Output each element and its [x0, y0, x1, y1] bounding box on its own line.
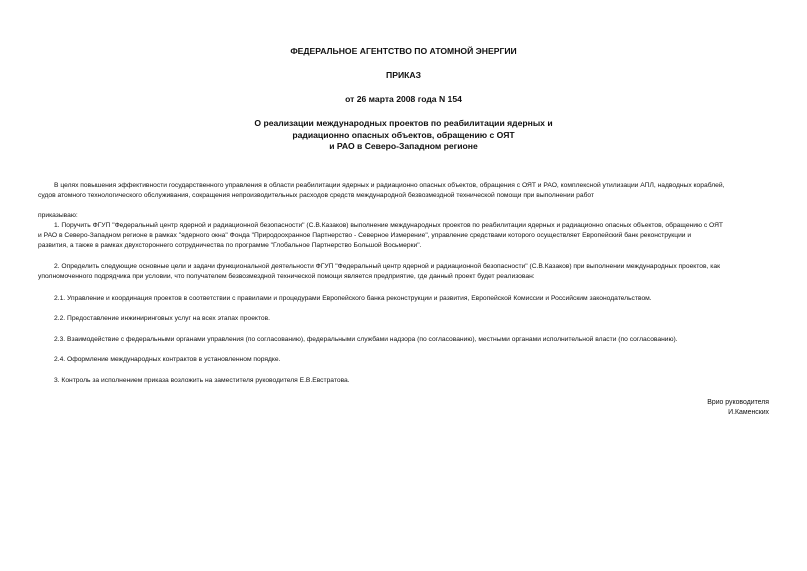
preamble-paragraph — [38, 181, 771, 201]
document-title-line: радиационно опасных объектов, обращению с ОЯТ — [292, 129, 515, 140]
text-line: 2.3. Взаимодействие с федеральными органами управления (по согласованию), федеральными службами надзора (по согласованию), местными органами исполнительной власти (по согласованию). — [54, 336, 678, 343]
text-line: 2.1. Управление и координация проектов в соответствии с правилами и процедурами Европейского банка реконструкции и развития, Европейской Комиссии и Российским законодательством. — [54, 295, 652, 302]
signature-block — [707, 398, 769, 418]
signatory-position: Врио руководителя — [707, 399, 769, 406]
item-3 — [38, 376, 771, 386]
document-type: ПРИКАЗ — [386, 70, 421, 80]
text-line: В целях повышения эффективности государственного управления в области реабилитации ядерных и радиационно опасных объектов, обращения с ОЯТ и РАО, комплексной утилизации АПЛ, надводных кораблей, — [54, 182, 725, 189]
text-line: и РАО в Северо-Западном регионе в рамках "ядерного окна" Фонда "Природоохранное Партнерство - Северное Измерение", управление средствами которого осуществляет Европейский банк реконструкции и — [38, 232, 692, 240]
agency-name: ФЕДЕРАЛЬНОЕ АГЕНТСТВО ПО АТОМНОЙ ЭНЕРГИИ — [290, 46, 517, 56]
document-title — [0, 118, 807, 153]
text-line: 3. Контроль за исполнением приказа возложить на заместителя руководителя Е.В.Евстратова. — [54, 377, 350, 384]
item-2-2 — [38, 314, 771, 324]
text-line: 1. Поручить ФГУП "Федеральный центр ядерной и радиационной безопасности" (С.В.Казаков) выполнение международных проектов по реабилитации ядерных и радиационно опасных объектов, обращению с ОЯТ — [54, 222, 724, 229]
item-2-4 — [38, 355, 771, 365]
item-2-1 — [38, 294, 771, 304]
text-line: уполномоченного подрядчика при условии, что получателем безвозмездной технической помощи является предприятие, где данный проект будет реализован: — [38, 273, 535, 281]
document-title-line: и РАО в Северо-Западном регионе — [329, 141, 478, 151]
item-2-paragraph — [38, 262, 771, 282]
signatory-name: И.Каменских — [728, 409, 769, 416]
text-line: развития, а также в рамках двухстороннего сотрудничества по программе "Глобальное Партнерство Большой Восьмерки". — [38, 242, 422, 250]
text-line: 2. Определить следующие основные цели и задачи функциональной деятельности ФГУП "Федеральный центр ядерной и радиационной безопасности" (С.В.Казаков) при выполнении международных проектов, как — [54, 263, 721, 270]
text-line: 2.2. Предоставление инжиниринговых услуг на всех этапах проектов. — [54, 315, 271, 322]
text-line: 2.4. Оформление международных контрактов в установленном порядке. — [54, 356, 281, 363]
document-date-number: от 26 марта 2008 года N 154 — [345, 94, 462, 104]
order-word — [38, 211, 771, 221]
item-1-paragraph — [38, 221, 771, 252]
item-2-3 — [38, 335, 771, 345]
text-line: судов атомного технологического обслуживания, сокращения непроизводительных расходов средств международной безвозмездной технической помощи при выполнении работ — [38, 192, 595, 200]
text-line: приказываю: — [38, 212, 78, 219]
document-title-line: О реализации международных проектов по реабилитации ядерных и — [254, 118, 553, 128]
